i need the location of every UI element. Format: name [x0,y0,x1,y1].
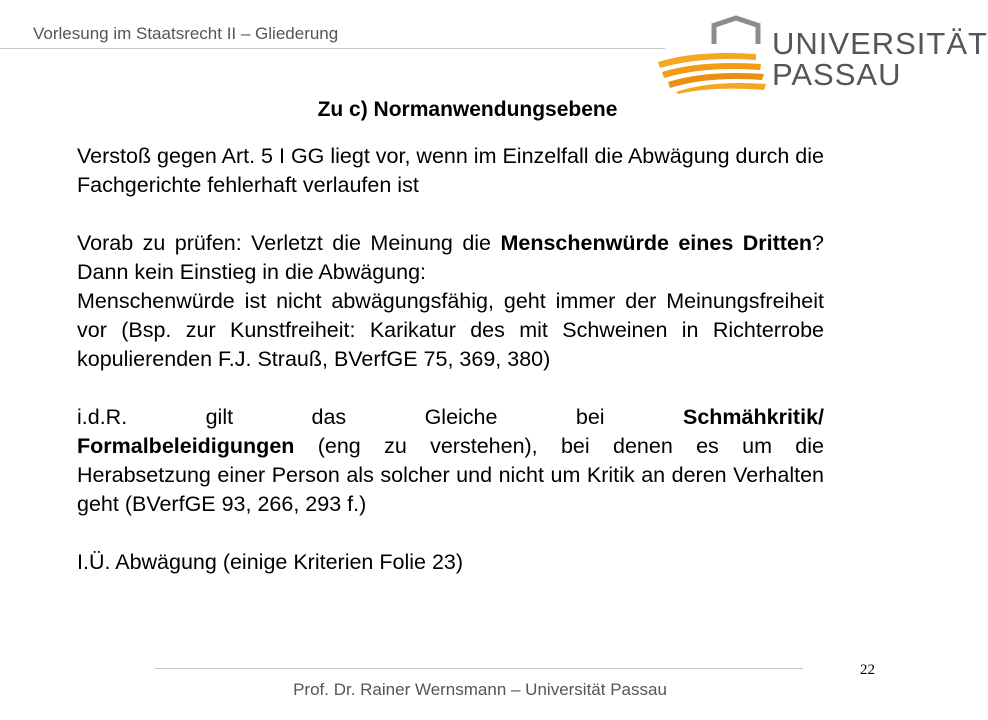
paragraph-preliminary-check [77,229,824,287]
header-divider [0,48,665,49]
p4-bold-1: Schmähkritik/ [683,405,824,429]
logo-line-1: UNIVERSITÄT [772,26,988,61]
slide-title: Zu c) Normanwendungsebene [317,98,618,121]
p2-text-2: ? Dann kein Einstieg in die Abwägung: [77,231,825,284]
p2-text-1: Vorab zu prüfen: Verletzt die Meinung die [77,231,501,255]
page-number: 22 [860,662,875,678]
slide-body [77,142,824,577]
footer-text: Prof. Dr. Rainer Wernsmann – Universität Passau [293,680,667,699]
paragraph-abusive-criticism [77,403,824,519]
paragraph-otherwise: I.Ü. Abwägung (einige Kriterien Folie 23) [77,550,464,574]
university-logo-text [772,28,988,90]
p4-bold-2: Formalbeleidigungen [77,434,295,458]
p2-bold-human-dignity: Menschenwürde eines Dritten [500,231,813,255]
logo-line-2: PASSAU [772,57,902,92]
paragraph-human-dignity: Menschenwürde ist nicht abwägungsfähig, geht immer der Meinungsfreiheit vor (Bsp. zur Kunstfreiheit: Karikatur des mit Schweinen in Richterrobe kopulierenden F.J. Strauß, BVerfGE 75, 369, 380) [77,289,824,371]
p4-text-2: (eng zu verstehen), bei denen es um die Herabsetzung einer Person als solcher und nicht um Kritik an deren Verhalten geht (BVerfGE 93, 266, 293 f.) [77,434,824,516]
footer-divider [155,668,803,669]
header-title: Vorlesung im Staatsrecht II – Gliederung [33,24,339,43]
p4-text-1: i.d.R. gilt das Gleiche bei [77,405,683,429]
paragraph-violation: Verstoß gegen Art. 5 I GG liegt vor, wenn im Einzelfall die Abwägung durch die Fachgerichte fehlerhaft verlaufen ist [77,144,824,197]
